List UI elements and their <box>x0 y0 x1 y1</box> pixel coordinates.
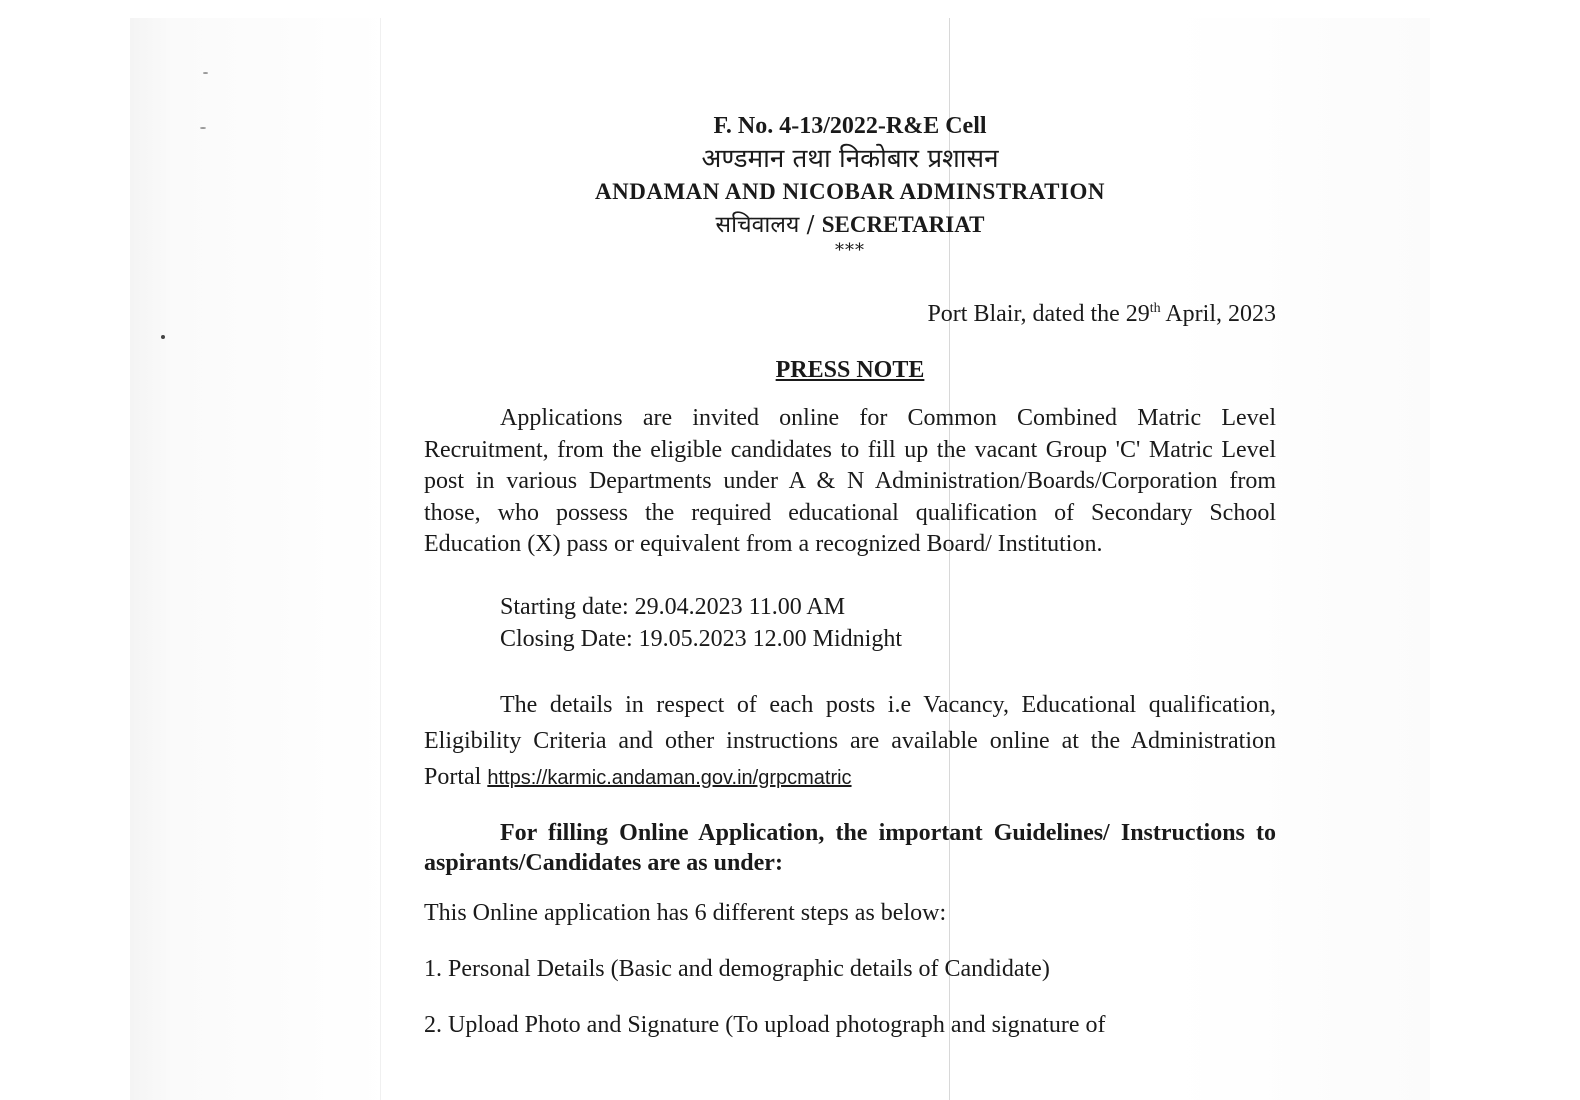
dateline-prefix: Port Blair, dated the 29 <box>927 301 1150 327</box>
file-number: F. No. 4-13/2022-R&E Cell <box>713 113 987 139</box>
application-dates <box>424 591 1276 655</box>
scan-speck <box>200 127 206 129</box>
hindi-administration-title: अण्डमान तथा निकोबार प्रशासन <box>701 144 999 174</box>
portal-link[interactable]: https://karmic.andaman.gov.in/grpcmatric <box>487 766 852 789</box>
separator-stars: *** <box>835 240 865 261</box>
intro-paragraph: Applications are invited online for Common Combined Matric Level Recruitment, from the eligible candidates to fill up the vacant Group 'C' Matric Level post in various Departments under A & N Administration/Boards/Corporation from those, who possess the required educational qualification of Secondary School Education (X) pass or equivalent from a recognized Board/ Institution. <box>424 405 1276 557</box>
dateline-superscript: th <box>1149 301 1161 316</box>
scan-speck <box>203 72 208 74</box>
starting-date: Starting date: 29.04.2023 11.00 AM <box>500 593 846 620</box>
page-title: PRESS NOTE <box>775 357 925 383</box>
document-page <box>424 110 1276 1040</box>
steps-intro: This Online application has 6 different steps as below: <box>424 899 947 926</box>
scan-speck <box>161 335 165 339</box>
hindi-secretariat: सचिवालय <box>715 212 800 238</box>
letterhead <box>424 110 1276 260</box>
details-text: The details in respect of each posts i.e Vacancy, Educational qualification, Eligibility Criteria and other instructions are available online at the Administration Portal <box>424 691 1276 790</box>
list-item: 1. Personal Details (Basic and demographic details of Candidate) <box>424 955 1050 982</box>
details-paragraph <box>424 687 1276 796</box>
dateline <box>424 294 1276 329</box>
scan-fold-line <box>380 18 381 1100</box>
secretariat-label: SECRETARIAT <box>821 212 985 237</box>
list-item: 2. Upload Photo and Signature (To upload photograph and signature of <box>424 1011 1106 1038</box>
closing-date: Closing Date: 19.05.2023 12.00 Midnight <box>500 625 902 652</box>
dateline-suffix: April, 2023 <box>1160 301 1276 327</box>
secretariat-line: सचिवालय / SECRETARIAT <box>715 212 985 238</box>
guidelines-heading: For filling Online Application, the important Guidelines/ Instructions to aspirants/Candidates are as under: <box>424 819 1276 876</box>
administration-title: ANDAMAN AND NICOBAR ADMINSTRATION <box>595 179 1105 204</box>
